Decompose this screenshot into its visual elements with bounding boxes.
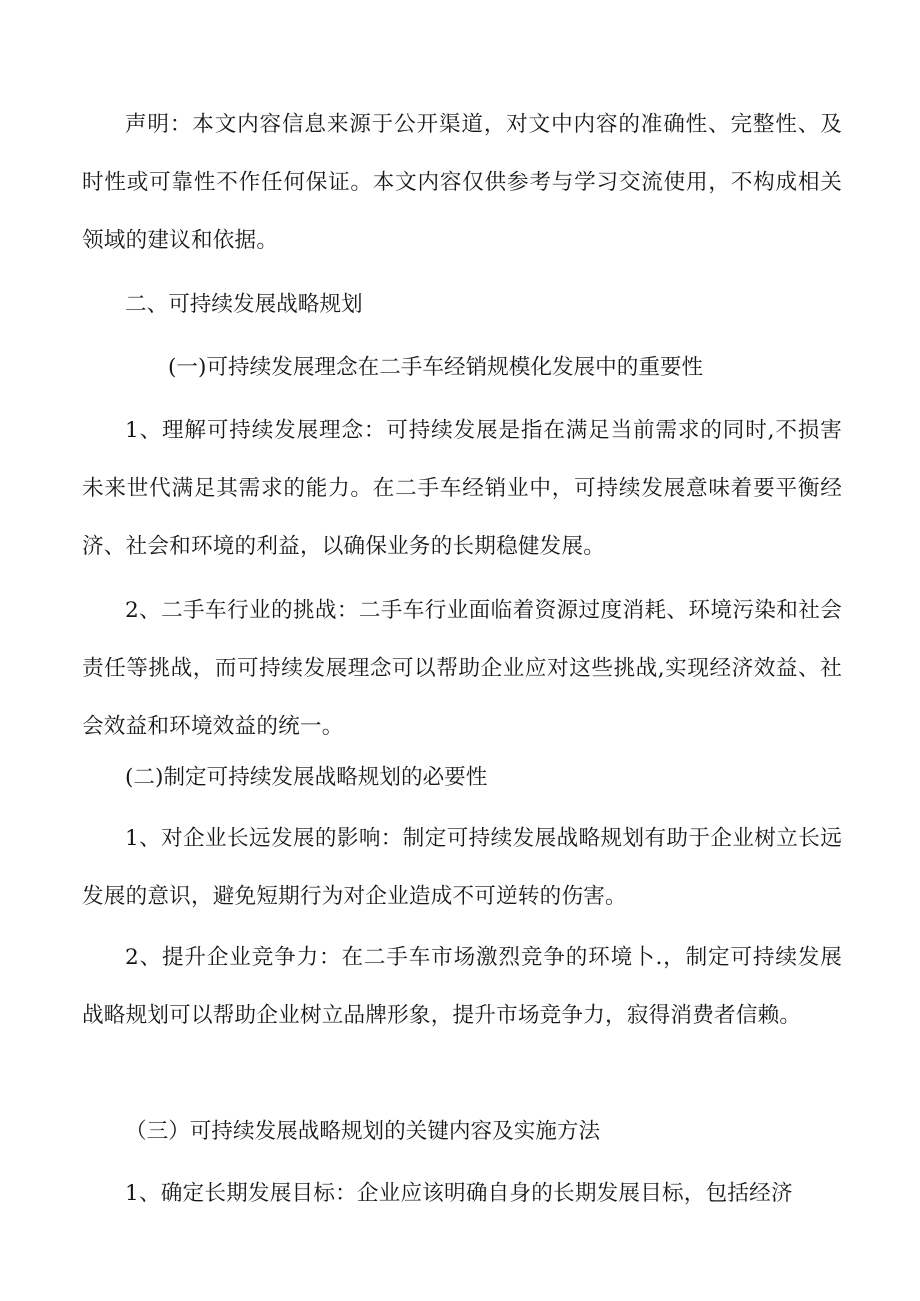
subsection-2-paragraph-1: 1、对企业长远发展的影响：制定可持续发展战略规划有助于企业树立长远发展的意识，避免短期行为对企业造成不可逆转的伤害。 [82, 826, 842, 909]
subsection-1-paragraph-2: 2、二手车行业的挑战：二手车行业面临着资源过度消耗、环境污染和社会责任等挑战，而可持续发展理念可以帮助企业应对这些挑战,实现经济效益、社会效益和环境效益的统一。 [82, 598, 842, 739]
subsection-2-paragraph-2: 2、提升企业竞争力：在二手车市场激烈竞争的环境卜.，制定可持续发展战略规划可以帮助企业树立品牌形象，提升市场竞争力，寂得消费者信赖。 [82, 945, 842, 1028]
subsection-3-paragraph-1: 1、确定长期发展目标：企业应该明确自身的长期发展目标，包括经济 [125, 1181, 793, 1206]
subsection-3-title: （三）可持续发展战略规划的关键内容及实施方法 [125, 1119, 601, 1144]
subsection-1-paragraph-1: 1、理解可持续发展理念：可持续发展是指在满足当前需求的同时,不损害未来世代满足其需求的能力。在二手车经销业中，可持续发展意味着要平衡经济、社会和环境的利益，以确保业务的长期稳健发展。 [82, 418, 842, 559]
subsection-2-title: (二)制定可持续发展战略规划的必要性 [125, 765, 488, 790]
subsection-1-title: (一)可持续发展理念在二手车经销规模化发展中的重要性 [168, 355, 704, 380]
disclaimer-paragraph: 声明：本文内容信息来源于公开渠道，对文中内容的准确性、完整性、及时性或可靠性不作任何保证。本文内容仅供参考与学习交流使用，不构成相关领域的建议和依据。 [82, 112, 842, 253]
section-title: 二、可持续发展战略规划 [125, 292, 363, 317]
